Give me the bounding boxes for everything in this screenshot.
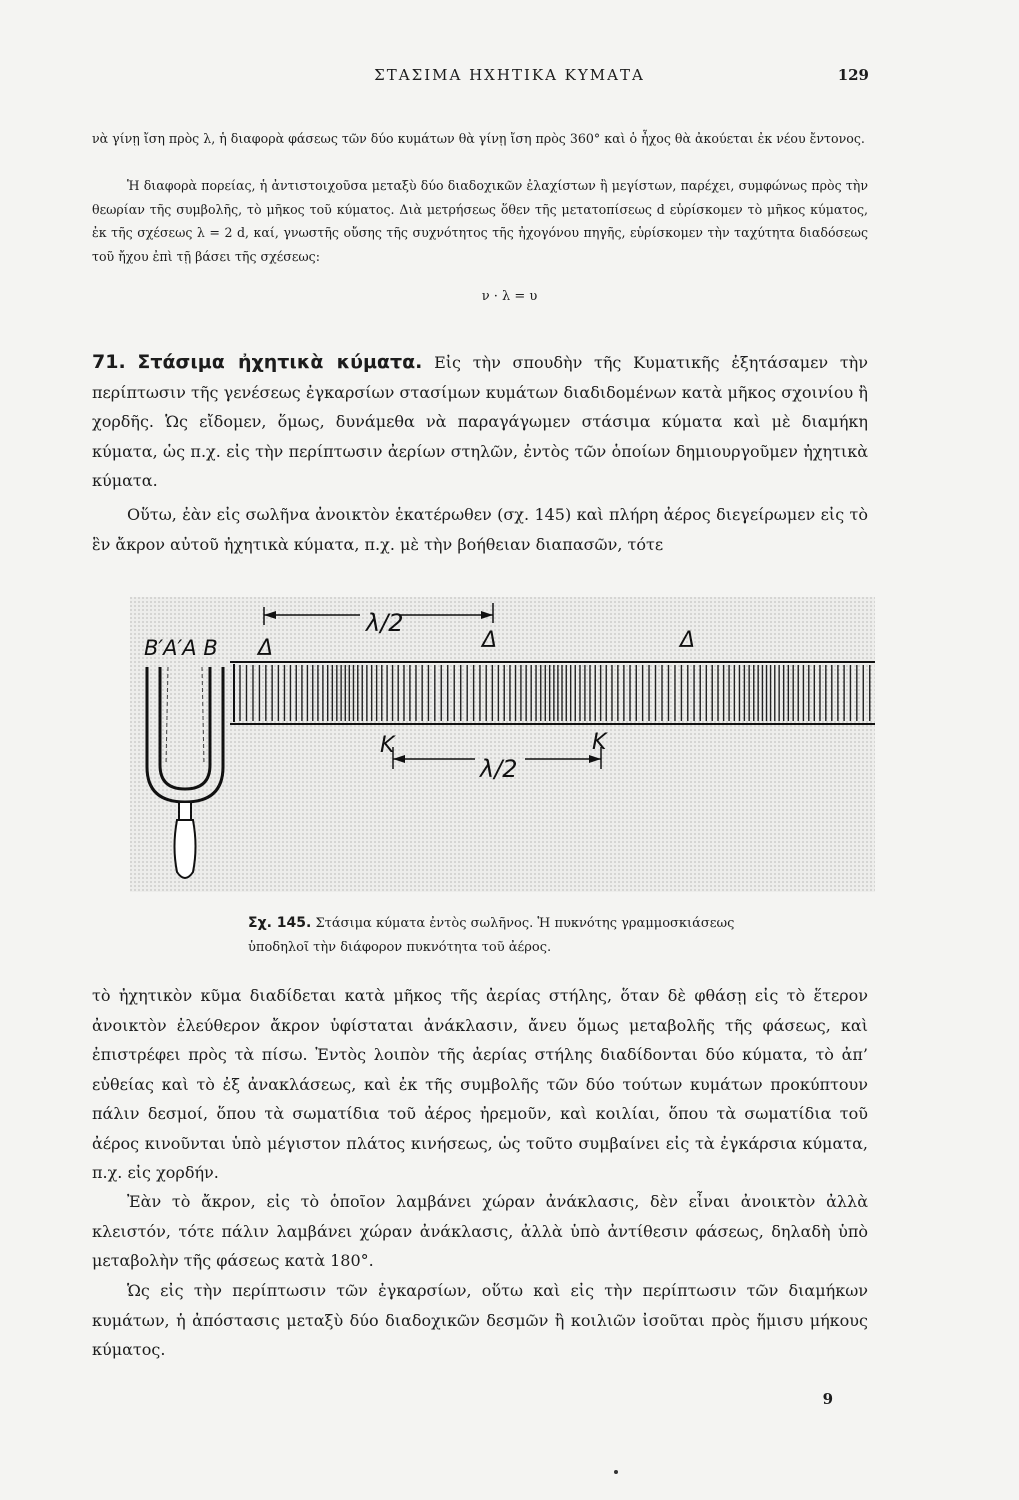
- after-paragraph-1: τὸ ἠχητικὸν κῦμα διαδίδεται κατὰ μῆκος τῆς ἀερίας στήλης, ὅταν δὲ φθάσῃ εἰς τὸ ἕτερον ἀνοικτὸν ἐλεύθερον ἄκρον ὑφίσταται ἀνάκλασιν, ἄνευ ὅμως μεταβολῆς τῆς φάσεως, καὶ ἐπιστρέφει πρὸς τὰ πίσω. Ἐντὸς λοιπὸν τῆς ἀερίας στήλης διαδίδονται δύο κύματα, τὸ ἀπ’ εὐθείας καὶ τὸ ἐξ ἀνακλάσεως, καὶ ἐκ τῆς συμβολῆς τῶν δύο τούτων κυμάτων προκύπτουν πάλιν δεσμοί, ὅπου τὰ σωματίδια τοῦ ἀέρος ἠρεμοῦν, καὶ κοιλίαι, ὅπου τὰ σωματίδια τοῦ ἀέρος κινοῦνται ὑπὸ μέγιστον πλάτος κινήσεως, ὡς τοῦτο συμβαίνει εἰς τὰ ἐγκάρσια κύματα, π.χ. εἰς χορδήν.: [92, 986, 868, 1182]
- antinode-label-1: K: [380, 733, 395, 758]
- node-label-1: Δ: [258, 636, 274, 661]
- node-label-3: Δ: [680, 628, 696, 653]
- section-number: 71.: [92, 351, 126, 373]
- figure-background: [130, 597, 875, 892]
- intro-paragraph-1: νὰ γίνῃ ἴση πρὸς λ, ἡ διαφορὰ φάσεως τῶν δύο κυμάτων θὰ γίνῃ ἴση πρὸς 360° καὶ ὁ ἦχος θὰ ἀκούεται ἐκ νέου ἔντονος.: [92, 131, 865, 146]
- intro-paragraph-2: Ἡ διαφορὰ πορείας, ἡ ἀντιστοιχοῦσα μεταξὺ δύο διαδοχικῶν ἐλαχίστων ἢ μεγίστων, παρέχει, συμφώνως πρὸς τὴν θεωρίαν τῆς συμβολῆς, τὸ μῆκος τοῦ κύματος. Διὰ μετρήσεως ὅθεν τῆς μετατοπίσεως d εὑρίσκομεν τὸ μῆκος κύματος, ἐκ τῆς σχέσεως λ = 2 d, καί, γνωστῆς οὔσης τῆς συχνότητος τῆς ἠχογόνου πηγῆς, εὑρίσκομεν τὴν ταχύτητα διαδόσεως τοῦ ἤχου ἐπὶ τῇ βάσει τῆς σχέσεως:: [92, 178, 868, 264]
- antinode-label-2: K: [592, 730, 607, 755]
- formula: ν · λ = υ: [481, 289, 538, 304]
- print-speck: [614, 1470, 618, 1474]
- section-text-1: Εἰς τὴν σπουδὴν τῆς Κυματικῆς ἐξητάσαμεν τὴν περίπτωσιν τῆς γενέσεως ἐγκαρσίων στασίμων κυμάτων διαδιδομένων κατὰ μῆκος σχοινίου ἢ χορδῆς. Ὡς εἴδομεν, ὅμως, δυνάμεθα νὰ παραγάγωμεν στάσιμα κύματα καὶ μὲ διαμήκη κύματα, ὡς π.χ. εἰς τὴν περίπτωσιν ἀερίων στηλῶν, ἐντὸς τῶν ὁποίων δημιουργοῦμεν ἠχητικὰ κύματα.: [92, 353, 868, 490]
- page-number: 129: [837, 66, 869, 84]
- section-title: Στάσιμα ἠχητικὰ κύματα.: [137, 351, 423, 373]
- node-label-2: Δ: [482, 628, 498, 653]
- caption-line-2: ὑποδηλοῖ τὴν διάφορον πυκνότητα τοῦ ἀέρος.: [248, 940, 552, 955]
- figure-145-standing-waves: [130, 597, 875, 892]
- caption-label: Σχ. 145.: [248, 915, 312, 931]
- after-paragraph-3: Ὡς εἰς τὴν περίπτωσιν τῶν ἐγκαρσίων, οὕτω καὶ εἰς τὴν περίπτωσιν τῶν διαμήκων κυμάτων, ἡ ἀπόστασις μεταξὺ δύο διαδοχικῶν δεσμῶν ἢ κοιλιῶν ἰσοῦται πρὸς ἥμισυ μήκους κύματος.: [92, 1281, 868, 1359]
- running-header: [0, 66, 1019, 88]
- signature-number: 9: [822, 1390, 833, 1408]
- caption-line-1: Στάσιμα κύματα ἐντὸς σωλῆνος. Ἡ πυκνότης γραμμοσκιάσεως: [315, 916, 735, 931]
- lambda-half-top: λ/2: [366, 609, 404, 637]
- running-title: ΣΤΑΣΙΜΑ ΗΧΗΤΙΚΑ ΚΥΜΑΤΑ: [374, 66, 645, 84]
- fork-label: B′A′A B: [144, 636, 218, 660]
- section-71-paragraph-2: Οὕτω, ἐὰν εἰς σωλῆνα ἀνοικτὸν ἑκατέρωθεν (σχ. 145) καὶ πλήρη ἀέρος διεγείρωμεν εἰς τὸ ἓν ἄκρον αὐτοῦ ἠχητικὰ κύματα, π.χ. μὲ τὴν βοήθειαν διαπασῶν, τότε: [92, 505, 868, 554]
- lambda-half-bottom: λ/2: [480, 755, 518, 783]
- figure-caption: [248, 911, 848, 960]
- section-71-paragraph-1: [92, 348, 868, 496]
- after-paragraph-2: Ἐὰν τὸ ἄκρον, εἰς τὸ ὁποῖον λαμβάνει χώραν ἀνάκλασις, δὲν εἶναι ἀνοικτὸν ἀλλὰ κλειστόν, τότε πάλιν λαμβάνει χώραν ἀνάκλασις, ἀλλὰ ὑπὸ ἀντίθεσιν φάσεως, δηλαδὴ ὑπὸ μεταβολὴν τῆς φάσεως κατὰ 180°.: [92, 1192, 868, 1270]
